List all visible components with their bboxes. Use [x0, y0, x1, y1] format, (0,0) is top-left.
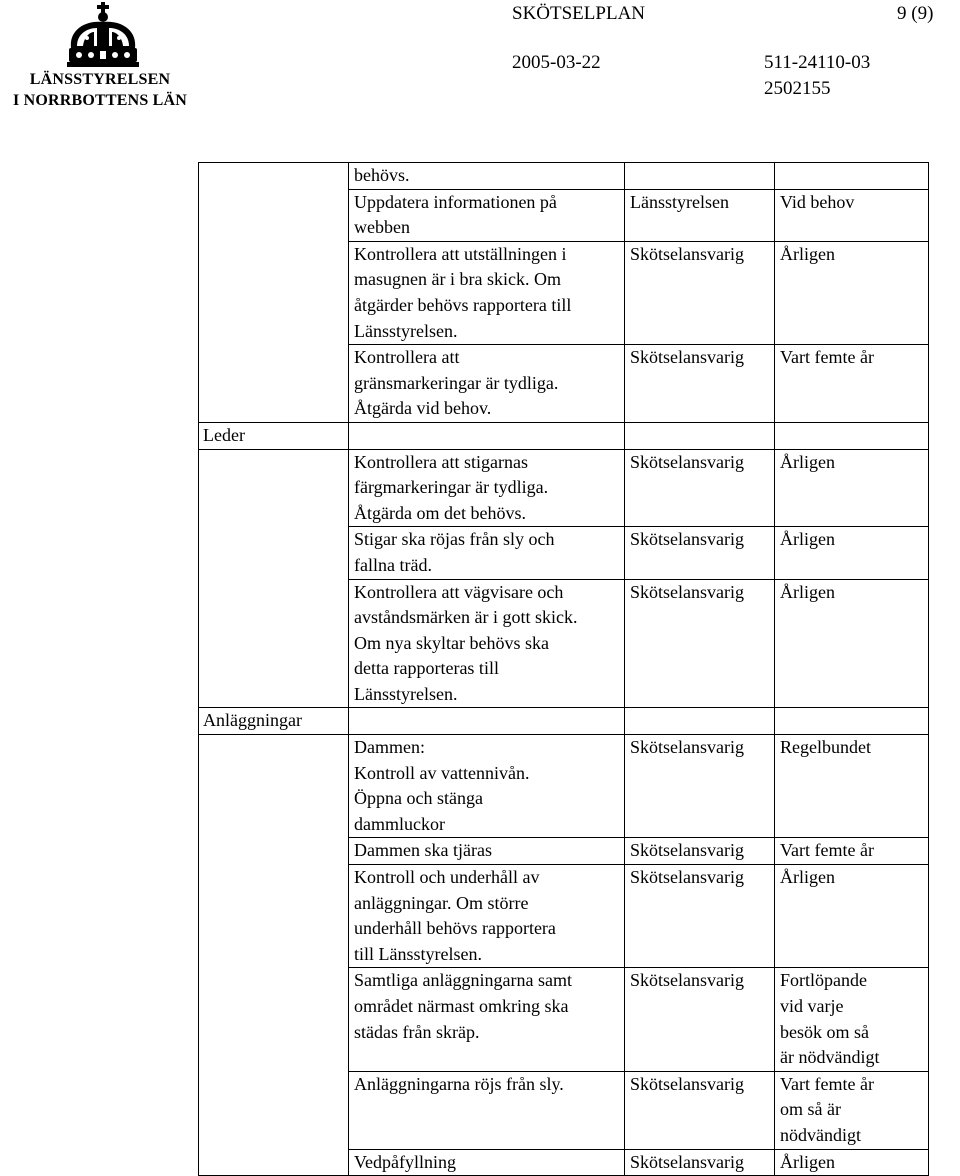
org-name-line2: I NORRBOTTENS LÄN	[12, 92, 188, 109]
reference-number: 511-24110-03	[764, 52, 871, 73]
task-cell: Kontrollera att vägvisare och avståndsmärken är i gott skick. Om nya skyltar behövs ska detta rapporteras till Länsstyrelsen.	[349, 579, 625, 708]
responsible-cell: Skötselansvarig	[625, 1071, 775, 1149]
org-name-line1: LÄNSSTYRELSEN	[29, 71, 171, 88]
frequency-cell: Årligen	[775, 579, 929, 708]
reference-number-secondary: 2502155	[764, 78, 831, 99]
category-cell	[199, 735, 349, 1176]
frequency-cell: Regelbundet	[775, 735, 929, 838]
task-cell: Kontrollera att stigarnas färgmarkeringar är tydliga. Åtgärda om det behövs.	[349, 449, 625, 527]
frequency-cell: Årligen	[775, 865, 929, 968]
frequency-cell	[775, 163, 929, 190]
task-cell: Kontroll och underhåll av anläggningar. Om större underhåll behövs rapportera till Länsstyrelsen.	[349, 865, 625, 968]
table-row	[199, 735, 929, 838]
responsible-cell	[625, 422, 775, 449]
frequency-cell: Vart femte år om så är nödvändigt	[775, 1071, 929, 1149]
frequency-cell: Årligen	[775, 527, 929, 579]
frequency-cell	[775, 422, 929, 449]
responsible-cell: Skötselansvarig	[625, 241, 775, 344]
org-logo	[0, 0, 200, 115]
task-cell: Kontrollera att gränsmarkeringar är tydliga. Åtgärda vid behov.	[349, 345, 625, 423]
frequency-cell: Vart femte år	[775, 345, 929, 423]
category-leder: Leder	[199, 422, 349, 449]
task-cell: Anläggningarna röjs från sly.	[349, 1071, 625, 1149]
responsible-cell: Skötselansvarig	[625, 865, 775, 968]
page-number: 9 (9)	[897, 3, 934, 24]
frequency-cell: Årligen	[775, 1149, 929, 1176]
responsible-cell: Skötselansvarig	[625, 527, 775, 579]
responsible-cell: Skötselansvarig	[625, 968, 775, 1071]
table-row	[199, 422, 929, 449]
table-row	[199, 708, 929, 735]
category-anlaggningar: Anläggningar	[199, 708, 349, 735]
task-cell: Samtliga anläggningarna samt området närmast omkring ska städas från skräp.	[349, 968, 625, 1071]
frequency-cell	[775, 708, 929, 735]
document-date: 2005-03-22	[512, 52, 601, 73]
responsible-cell	[625, 708, 775, 735]
task-cell: Dammen ska tjäras	[349, 838, 625, 865]
responsible-cell: Skötselansvarig	[625, 1149, 775, 1176]
task-cell: Kontrollera att utställningen i masugnen är i bra skick. Om åtgärder behövs rapportera till Länsstyrelsen.	[349, 241, 625, 344]
maintenance-table	[198, 162, 929, 1176]
responsible-cell: Skötselansvarig	[625, 449, 775, 527]
frequency-cell: Årligen	[775, 241, 929, 344]
task-cell: Stigar ska röjas från sly och fallna träd.	[349, 527, 625, 579]
task-cell: Dammen: Kontroll av vattennivån. Öppna och stänga dammluckor	[349, 735, 625, 838]
category-cell	[199, 163, 349, 423]
responsible-cell	[625, 163, 775, 190]
category-cell	[199, 449, 349, 708]
task-cell	[349, 422, 625, 449]
frequency-cell: Fortlöpande vid varje besök om så är nödvändigt	[775, 968, 929, 1071]
table-row	[199, 163, 929, 190]
frequency-cell: Vart femte år	[775, 838, 929, 865]
document-title: SKÖTSELPLAN	[512, 3, 646, 24]
table-row	[199, 449, 929, 527]
frequency-cell: Årligen	[775, 449, 929, 527]
task-cell: behövs.	[349, 163, 625, 190]
frequency-cell: Vid behov	[775, 189, 929, 241]
responsible-cell: Skötselansvarig	[625, 838, 775, 865]
task-cell: Uppdatera informationen på webben	[349, 189, 625, 241]
responsible-cell: Skötselansvarig	[625, 735, 775, 838]
task-cell	[349, 708, 625, 735]
crown-icon	[63, 2, 143, 68]
responsible-cell: Länsstyrelsen	[625, 189, 775, 241]
responsible-cell: Skötselansvarig	[625, 345, 775, 423]
responsible-cell: Skötselansvarig	[625, 579, 775, 708]
task-cell: Vedpåfyllning	[349, 1149, 625, 1176]
